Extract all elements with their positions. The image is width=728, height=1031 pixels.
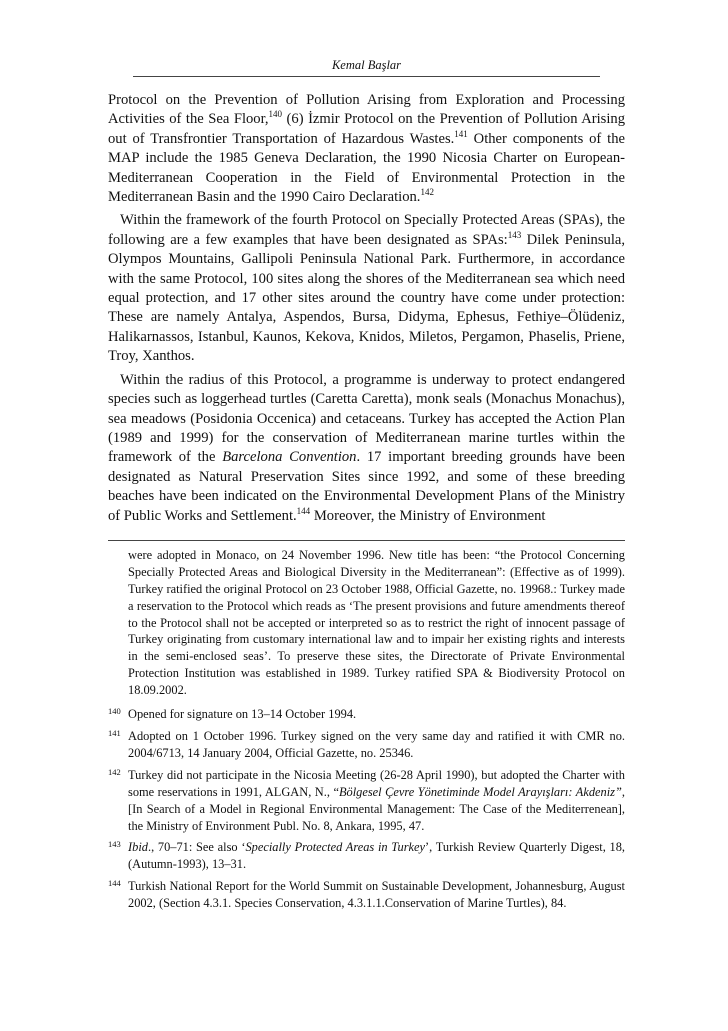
- paragraph-2: Within the framework of the fourth Protocol on Specially Protected Areas (SPAs), the following are a few examples that have been designated as SPAs:$^{143}$ Dilek Peninsula, Olympos Mountains, Gallipoli Peninsula National Park. Furthermore, in accordance with the same Protocol, 100 sites along the shores of the Mediterranean sea which need equal protection, and 17 other sites around the country have come under protection: These are namely Antalya, Aspendos, Bursa, Didyma, Ephesus, Fethiye–Ölüdeniz, Halikarnassos, Istanbul, Kaunos, Kekova, Knidos, Miletos, Pergamon, Phaselis, Priene, Troy, Xanthos.: [108, 212, 625, 365]
- footnote-text: Opened for signature on 13–14 October 1994.: [128, 707, 357, 722]
- body-text: [108, 91, 625, 526]
- footnote-141: [108, 728, 625, 762]
- italic-title: Bölgesel Çevre Yönetiminde Model Arayışları: Akdeniz”: [338, 784, 622, 799]
- footnote-number: 144: [108, 878, 121, 889]
- paragraph-1: Protocol on the Prevention of Pollution Arising from Exploration and Processing Activities of the Sea Floor,$^{140}$ (6) İzmir Protocol on the Prevention of Pollution Arising out of Transfrontier Transportation of Hazardous Wastes.$^{141}$ Other components of the MAP include the 1985 Geneva Declaration, the 1990 Nicosia Charter on European-Mediterranean Cooperation in the Field of Environmental Protection in the Mediterranean Basin and the 1990 Cairo Declaration.$^{142}$: [108, 92, 625, 206]
- footnote-142: 142 Turkey did not participate in the Nicosia Meeting (26-28 April 1990), but adopted the Charter with some reservations in 1991, ALGAN, N., “Bölgesel Çevre Yönetiminde Model Arayışları: Akdeniz”, [In Search of a Model in Regional Environmental Management: The Case of the Mediterrenean], the Ministry of Environment Publ. No. 8, Ankara, 1995, 47.: [108, 767, 625, 835]
- footnote-ref-141[interactable]: 141: [454, 128, 468, 139]
- italic-title: Specially Protected Areas in Turkey: [245, 840, 426, 855]
- footnote-divider: [108, 540, 625, 541]
- footnote-text: Adopted on 1 October 1996. Turkey signed on the very same day and ratified it with CMR no. 2004/6713, 14 January 2004, Official Gazette, no. 25346.: [128, 729, 625, 760]
- footnote-continuation: were adopted in Monaco, on 24 November 1996. New title has been: “the Protocol Concerning Specially Protected Areas and Biological Diversity in the Mediterranean”: (Effective as of 1999). Turkey ratified the original Protocol on 23 October 1988, Official Gazette, no. 19968.: Turkey made a reservation to the Protocol which reads as ‘The present provisions and future amendments thereof to the Protocol shall not be accepted or interpreted so as to restrict the right of innocent passage of Turkey originating from customary international law and to impair her existing rights and interests in the semi-enclosed seas’. To preserve these sites, the Directorate of Private Environmental Protection Institution was established in 1989. Turkey ratified SPA & Biodiversity Protocol on 18.09.2002.: [128, 547, 625, 698]
- footnote-number: 142: [108, 766, 121, 777]
- footnote-number: 141: [108, 728, 121, 738]
- footnote-number: 140: [108, 706, 121, 717]
- footnote-143: 143 Ibid., 70–71: See also ‘Specially Protected Areas in Turkey’, Turkish Review Quarterly Digest, 18, (Autumn-1993), 13–31.: [108, 839, 625, 873]
- footnotes: [108, 547, 625, 912]
- footnote-ref-140[interactable]: 140: [268, 109, 283, 120]
- page: [108, 58, 625, 917]
- footnote-140: [108, 706, 625, 723]
- footnote-text: Turkish National Report for the World Summit on Sustainable Development, Johannesburg, August 2002, (Section 4.3.1. Species Conservation, 4.3.1.1.Conservation of Marine Turtles), 84.: [128, 879, 625, 911]
- footnote-ref-143[interactable]: 143: [507, 229, 522, 240]
- footnote-ref-144[interactable]: 144: [296, 505, 311, 516]
- running-head: Kemal Başlar: [133, 58, 600, 77]
- footnote-144: [108, 878, 625, 912]
- footnote-number: 143: [108, 839, 121, 850]
- italic-term: Barcelona Convention: [222, 449, 357, 466]
- footnote-ref-142[interactable]: 142: [420, 187, 434, 198]
- paragraph-3: Within the radius of this Protocol, a programme is underway to protect endangered species such as loggerhead turtles (Caretta Caretta), monk seals (Monachus Monachus), sea meadows (Posidonia Occenica) and cetaceans. Turkey has accepted the Action Plan (1989 and 1999) for the conservation of Mediterranean marine turtles within the framework of the Barcelona Convention. 17 important breeding grounds have been designated as Natural Preservation Sites since 1992, and some of these breeding beaches have been indicated on the Environmental Development Plans of the Ministry of Public Works and Settlement.$^{144}$ Moreover, the Ministry of Environment: [108, 371, 626, 524]
- italic-ibid: Ibid: [128, 840, 148, 855]
